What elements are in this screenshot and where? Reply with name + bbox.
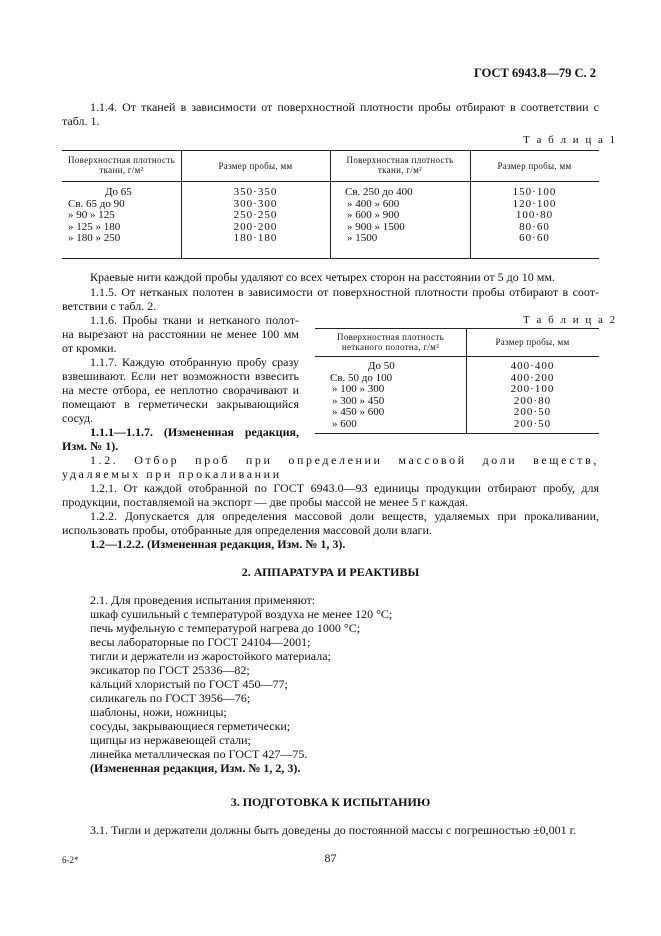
table1-right-density-cell: » 400 » 600 bbox=[347, 197, 400, 210]
paragraph-1-1-7-line1: 1.1.7. Каждую отобранную пробу сразу bbox=[90, 355, 299, 369]
equipment-item: силикагель по ГОСТ 3956—76; bbox=[90, 691, 251, 705]
table2-caption: Т а б л и ц а 2 bbox=[523, 314, 618, 326]
table1-left-size-cell: 250·250 bbox=[233, 209, 278, 221]
table1-right-density-cell: » 600 » 900 bbox=[347, 209, 400, 221]
equipment-item: сосуды, закрывающиеся герметически; bbox=[90, 719, 291, 733]
paragraph-1-2-line1: 1.2. Отбор проб при определении массовой доли веществ, bbox=[90, 453, 599, 467]
table2-header-density: Поверхностная плотность нетканого полотна, г/м² bbox=[337, 332, 444, 352]
amendment-note-3: (Измененная редакция, Изм. № 1, 2, 3). bbox=[90, 761, 301, 775]
table1-caption: Т а б л и ц а 1 bbox=[523, 134, 618, 146]
equipment-item: щипцы из нержавеющей стали; bbox=[90, 733, 251, 747]
equipment-item: шкаф сушильный с температурой воздуха не менее 120 °С; bbox=[90, 607, 393, 621]
table1-header-size-left: Размер пробы, мм bbox=[218, 161, 293, 171]
paragraph-1-1-6-line3: от кромки. bbox=[62, 341, 117, 355]
table1-right-size-cell: 120·100 bbox=[512, 197, 557, 210]
paragraph-3-1: 3.1. Тигли и держатели должны быть доведены до постоянной массы с погрешностью ±0,001 г. bbox=[90, 823, 577, 837]
paragraph-1-1-7-line3: на месте отбора, ее неплотно сворачивают и bbox=[62, 383, 299, 397]
table1-right-density-cell: Св. 250 до 400 bbox=[345, 186, 413, 198]
equipment-list bbox=[90, 607, 392, 775]
amendment-note-1: 1.1.1—1.1.7. (Измененная редакция, bbox=[90, 425, 299, 439]
table2-size-cell: 200·100 bbox=[510, 383, 555, 395]
equipment-item: линейка металлическая по ГОСТ 427—75. bbox=[90, 747, 308, 761]
table1-right-density-cell: » 1500 bbox=[347, 232, 378, 244]
table1-left-density-cell: До 65 bbox=[105, 186, 132, 198]
paragraph-1-2-2-line1: 1.2.2. Допускается для определения массовой доли веществ, удаляемых при прокаливании, bbox=[90, 509, 599, 523]
paragraph-1-2-1-line1: 1.2.1. От каждой отобранной по ГОСТ 6943.0—93 единицы продукции отбирают пробу, для bbox=[90, 481, 599, 495]
equipment-item: весы лабораторные по ГОСТ 24104—2001; bbox=[90, 635, 311, 649]
table1-right-size-cell: 150·100 bbox=[512, 186, 557, 198]
table2-size-cell: 200·50 bbox=[513, 406, 552, 418]
table1-left-size-cell: 300·300 bbox=[233, 197, 278, 210]
paragraph-edge-threads: Краевые нити каждой пробы удаляют со всех четырех сторон на расстоянии от 5 до 10 мм. bbox=[90, 270, 555, 284]
paragraph-1-1-6-line1: 1.1.6. Пробы ткани и нетканого полот- bbox=[90, 313, 299, 327]
print-mark: 6-2* bbox=[62, 855, 79, 865]
table1-right-size-cell: 100·80 bbox=[515, 209, 554, 221]
paragraph-1-1-7-line5: сосуд. bbox=[62, 411, 94, 425]
table2-density-cell: » 100 » 300 bbox=[332, 383, 385, 395]
page-header: ГОСТ 6943.8—79 С. 2 bbox=[474, 66, 597, 80]
section2-title: 2. АППАРАТУРА И РЕАКТИВЫ bbox=[241, 565, 420, 579]
table1-left-density-cell: » 90 » 125 bbox=[68, 209, 115, 221]
equipment-item: кальций хлористый по ГОСТ 450—77; bbox=[90, 677, 288, 691]
table2-size-cell: 400·400 bbox=[510, 360, 555, 372]
table2-header-size: Размер пробы, мм bbox=[495, 337, 570, 347]
paragraph-1-1-7-line2: взвешивают. Если нет возможности взвесить bbox=[62, 369, 299, 383]
page-number: 87 bbox=[324, 851, 337, 865]
equipment-item: печь муфельную с температурой нагрева до 1000 °С; bbox=[90, 621, 361, 635]
paragraph-1-1-4-line1: 1.1.4. От тканей в зависимости от поверхностной плотности пробы отбирают в соответствии с bbox=[90, 100, 599, 114]
table1-left-size-cell: 200·200 bbox=[233, 220, 278, 233]
table2-density-cell: » 300 » 450 bbox=[332, 394, 385, 407]
paragraph-1-2-line2: удаляемых при прокаливании bbox=[62, 467, 282, 481]
equipment-item: эксикатор по ГОСТ 25336—82; bbox=[90, 663, 250, 677]
table1-left-size-cell: 180·180 bbox=[233, 232, 278, 244]
table2-size-cell: 200·50 bbox=[513, 417, 552, 430]
table2-density-cell: » 600 bbox=[332, 417, 357, 430]
section2-intro: 2.1. Для проведения испытания применяют: bbox=[90, 593, 316, 607]
equipment-item: шаблоны, ножи, ножницы; bbox=[90, 705, 227, 719]
table2-size-cell: 400·200 bbox=[510, 371, 555, 384]
paragraph-1-1-5-line1: 1.1.5. От нетканых полотен в зависимости от поверхностной плотности пробы отбирают в соот- bbox=[90, 285, 599, 299]
paragraph-1-2-1-line2: продукции, поставляемой на экспорт — две пробы массой не менее 5 г каждая. bbox=[62, 495, 469, 509]
table2-density-cell: Св. 50 до 100 bbox=[330, 371, 393, 384]
paragraph-1-1-7-line4: помещают в герметически закрывающийся bbox=[62, 397, 299, 411]
table1-left-size-cell: 350·350 bbox=[233, 186, 278, 198]
amendment-note-2: 1.2—1.2.2. (Измененная редакция, Изм. № 1, 3). bbox=[90, 537, 346, 551]
table1-right-size-cell: 80·60 bbox=[519, 220, 550, 233]
paragraph-1-2-2-line2: использовать пробы, отобранные для определения массовой доли влаги. bbox=[62, 523, 432, 537]
equipment-item: тигли и держатели из жаростойкого материала; bbox=[90, 649, 331, 663]
table1-right-density-cell: » 900 » 1500 bbox=[347, 220, 405, 233]
table2-size-cell: 200·80 bbox=[513, 394, 552, 407]
amendment-note-1-line2: Изм. № 1). bbox=[62, 439, 119, 453]
table1-header-density-left: Поверхностная плотность ткани, г/м² bbox=[68, 155, 175, 175]
table1-header-density-right: Поверхностная плотность ткани, г/м² bbox=[346, 155, 454, 175]
table1-left-density-cell: Св. 65 до 90 bbox=[68, 197, 125, 210]
table1-left-density-cell: » 180 » 250 bbox=[68, 232, 121, 244]
paragraph-1-1-4-line2: табл. 1. bbox=[62, 114, 100, 128]
table1-left-density-cell: » 125 » 180 bbox=[68, 220, 121, 233]
table2-density-cell: » 450 » 600 bbox=[332, 406, 385, 418]
section3-title: 3. ПОДГОТОВКА К ИСПЫТАНИЮ bbox=[230, 795, 431, 809]
table1-header-size-right: Размер пробы, мм bbox=[497, 161, 572, 171]
table1-right-size-cell: 60·60 bbox=[519, 232, 550, 244]
table2-density-cell: До 50 bbox=[368, 360, 395, 372]
paragraph-1-1-5-line2: ветствии с табл. 2. bbox=[62, 299, 157, 313]
paragraph-1-1-6-line2: на вырезают на расстоянии не менее 100 мм bbox=[62, 327, 299, 341]
